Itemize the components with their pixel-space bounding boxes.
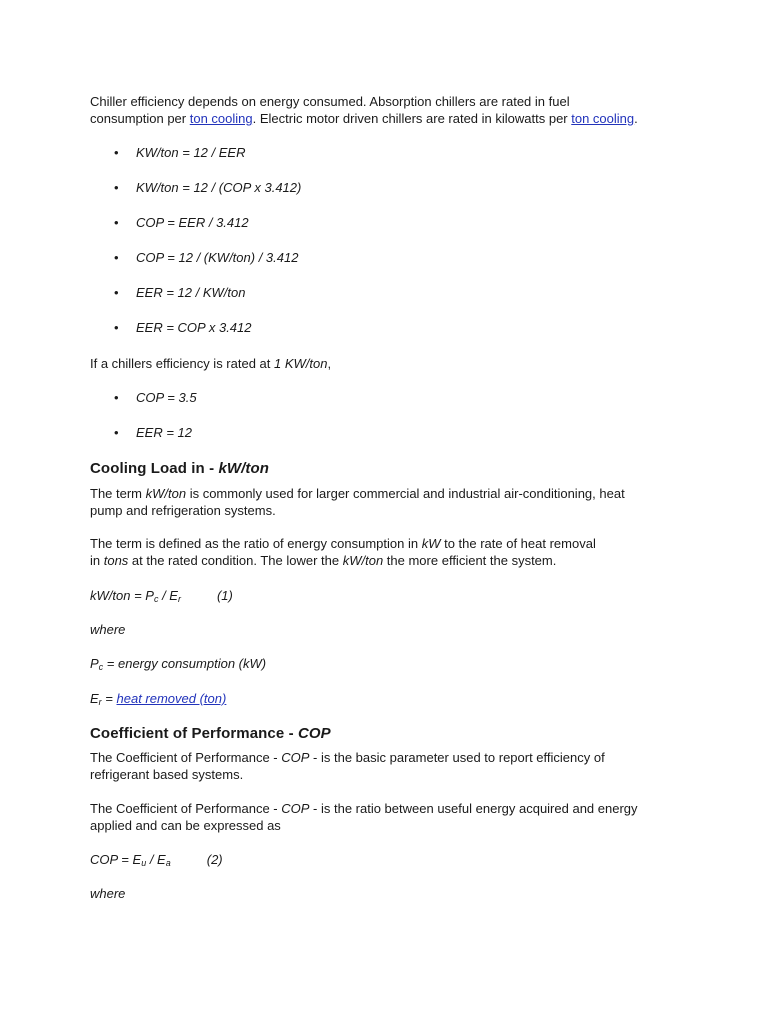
equation-text: COP = E [90,852,142,867]
where-text: where [90,886,126,901]
equation-text: / E [146,852,166,867]
bullet-icon: • [114,215,119,230]
bullet-icon: • [114,145,119,160]
cop-definition-paragraph [90,749,690,783]
paragraph-text: - is the basic parameter used to report efficiency of [309,750,605,765]
definition-text: = [101,691,117,706]
paragraph-text: at the rated condition. The lower the [128,553,343,568]
equation-subscript: c [153,594,159,604]
unit-term: COP [281,750,310,765]
formula-list-item [114,319,252,336]
definition-pc [90,655,690,672]
formula-list-item [114,179,301,196]
heading-text: Cooling Load in - [90,460,219,477]
paragraph-text: - is the ratio between useful energy acquired and energy [309,801,638,816]
symbol-text: P [90,656,99,671]
bullet-icon: • [114,250,119,265]
kw-ton-ratio-paragraph [90,535,690,569]
bullet-icon: • [114,285,119,300]
symbol-subscript: r [98,697,102,707]
unit-term: kW/ton [145,486,187,501]
heading-unit: COP [297,725,331,742]
unit-term: kW [421,536,441,551]
intro-text: . Electric motor driven chillers are rated in kilowatts per [252,111,572,126]
paragraph-text: The Coefficient of Performance - [90,750,282,765]
heading-text: Coefficient of Performance - [90,725,298,742]
intro-paragraph [90,93,690,127]
where-label [90,621,690,638]
formula-list-item [114,284,245,301]
unit-term: kW/ton [342,553,384,568]
equation-number: (2) [206,852,223,867]
equation-1 [90,587,690,604]
rated-text: If a chillers efficiency is rated at [90,356,275,371]
where-label [90,885,690,902]
result-text: COP = 3.5 [136,390,197,405]
definition-er [90,690,690,707]
bullet-icon: • [114,425,119,440]
paragraph-text: refrigerant based systems. [90,767,244,782]
bullet-icon: • [114,320,119,335]
section-heading-cop [90,725,331,742]
equation-subscript: r [177,594,181,604]
rated-value: 1 KW/ton [274,356,328,371]
heading-unit: kW/ton [218,460,270,477]
heat-removed-link[interactable]: heat removed (ton) [116,691,227,706]
equation-subscript: u [141,858,147,868]
formula-text: COP = 12 / (KW/ton) / 3.412 [136,250,299,265]
formula-text: EER = 12 / KW/ton [136,285,246,300]
formula-list-item [114,249,298,266]
equation-2 [90,851,690,868]
cop-ratio-paragraph [90,800,690,834]
formula-text: EER = COP x 3.412 [136,320,252,335]
section-heading-cooling-load [90,460,269,477]
where-text: where [90,622,126,637]
paragraph-text: The Coefficient of Performance - [90,801,282,816]
kw-ton-definition-paragraph [90,485,690,519]
bullet-icon: • [114,180,119,195]
unit-term: tons [103,553,129,568]
ton-cooling-link-2[interactable]: ton cooling [571,111,635,126]
intro-text: . [634,111,638,126]
equation-number: (1) [216,588,233,603]
ton-cooling-link-1[interactable]: ton cooling [189,111,253,126]
equation-text: / E [158,588,178,603]
result-list-item [114,389,197,406]
symbol-text: E [90,691,99,706]
paragraph-text: is commonly used for larger commercial and industrial air-conditioning, heat [186,486,625,501]
paragraph-text: pump and refrigeration systems. [90,503,276,518]
result-list-item [114,424,192,441]
paragraph-text: in [90,553,104,568]
unit-term: COP [281,801,310,816]
rated-sentence [90,355,690,372]
formula-list-item [114,144,245,161]
result-text: EER = 12 [136,425,193,440]
paragraph-text: the more efficient the system. [383,553,557,568]
intro-text: consumption per [90,111,190,126]
rated-text: , [327,356,332,371]
paragraph-text: The term [90,486,146,501]
equation-text: kW/ton = P [90,588,154,603]
formula-list-item [114,214,249,231]
formula-text: COP = EER / 3.412 [136,215,249,230]
symbol-subscript: c [98,662,104,672]
intro-line-1: Chiller efficiency depends on energy consumed. Absorption chillers are rated in fuel [90,94,570,109]
paragraph-text: applied and can be expressed as [90,818,281,833]
definition-text: = energy consumption (kW) [103,656,267,671]
paragraph-text: to the rate of heat removal [440,536,596,551]
formula-text: KW/ton = 12 / EER [136,145,246,160]
bullet-icon: • [114,390,119,405]
formula-text: KW/ton = 12 / (COP x 3.412) [136,180,302,195]
paragraph-text: The term is defined as the ratio of energy consumption in [90,536,422,551]
equation-subscript: a [165,858,171,868]
